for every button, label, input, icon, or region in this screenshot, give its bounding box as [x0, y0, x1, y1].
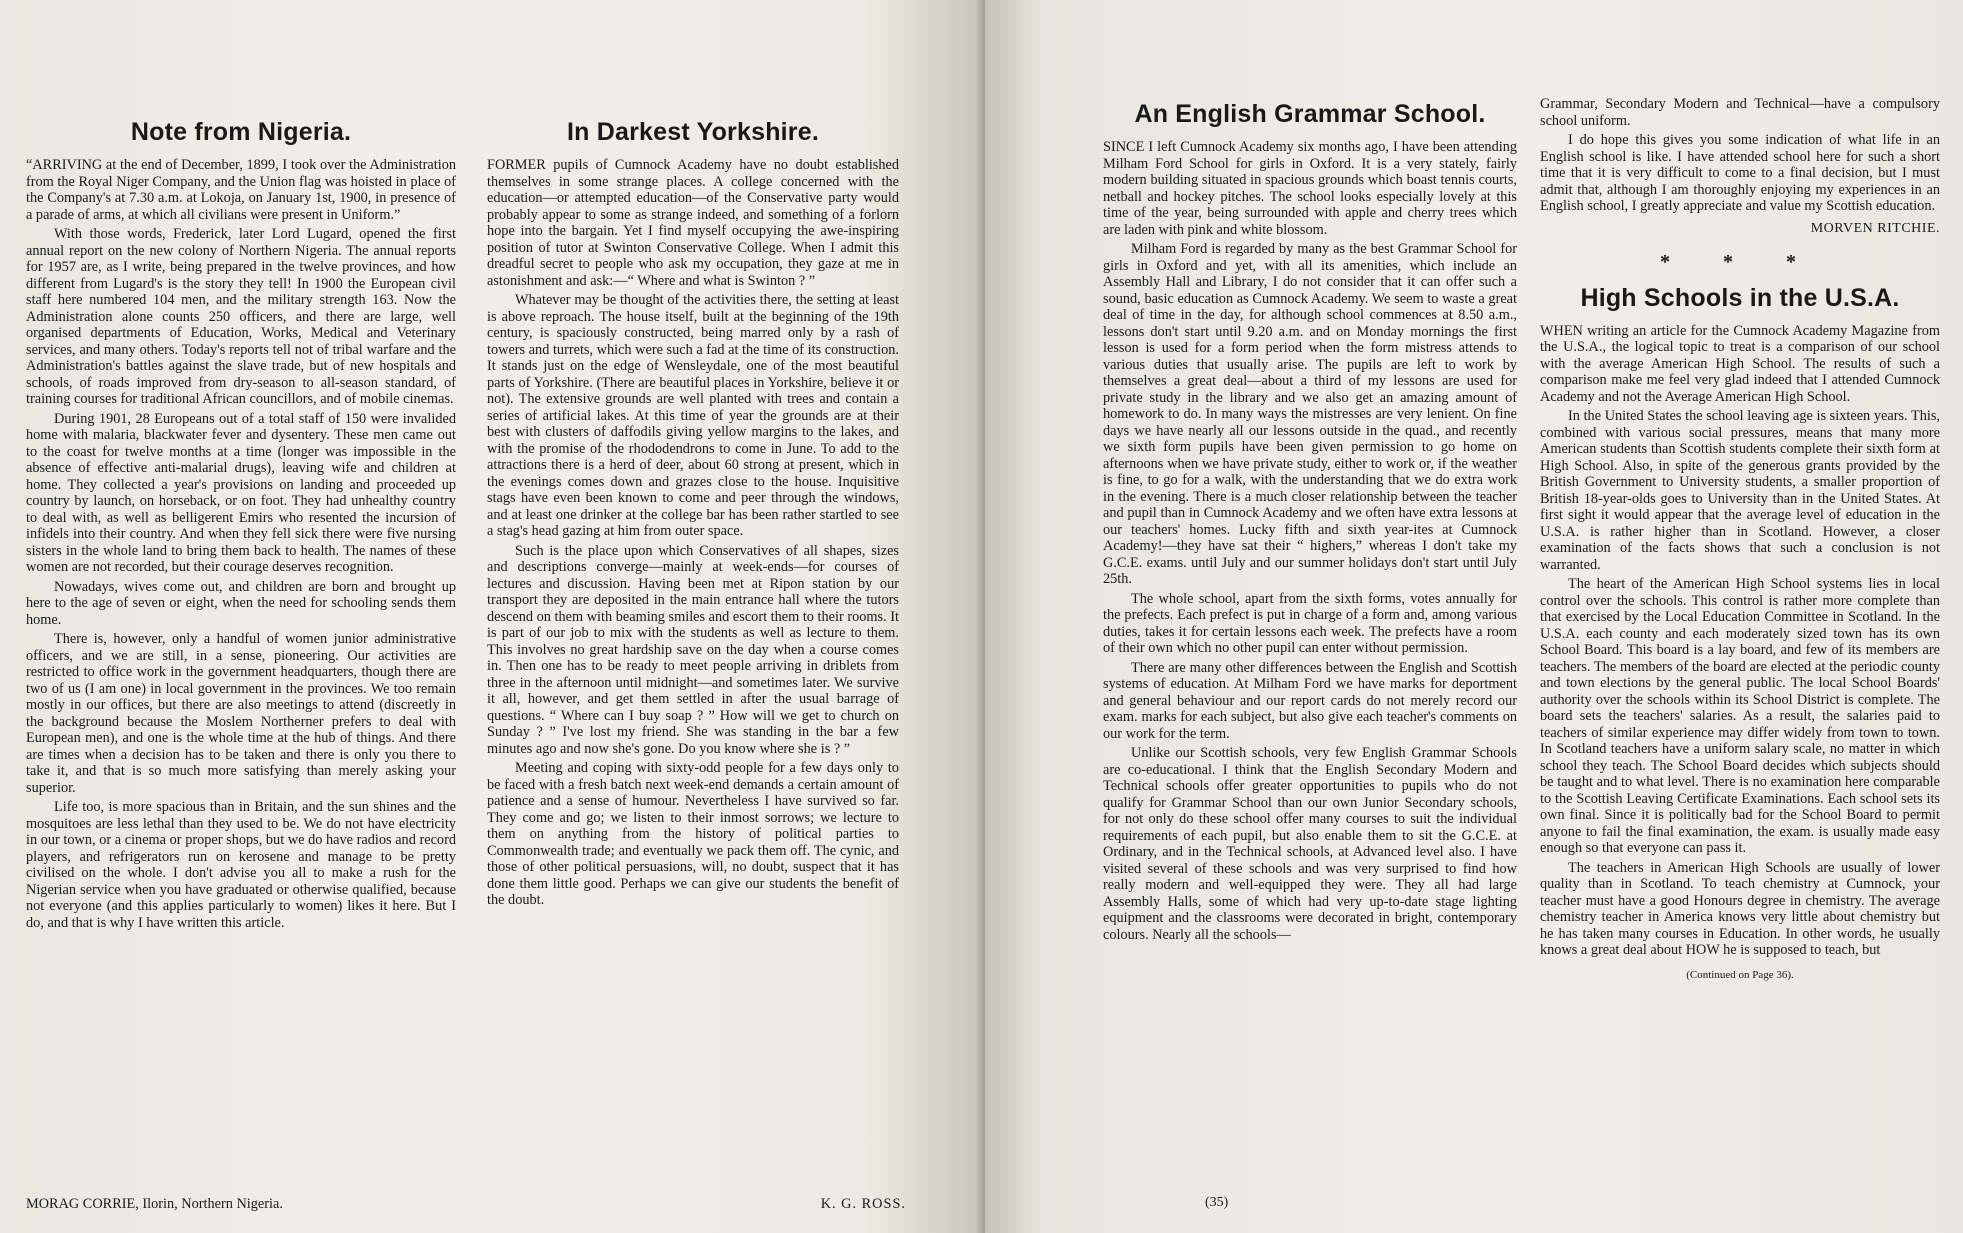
paragraph: There is, however, only a handful of women junior administrative officers, and we are still, in a sense, pioneering. Our activities are restricted to office work in the government headquarters, though there are two of us (I am one) in local government in the provinces. We too remain mostly in our offices, but there are also meetings to attend (discreetly in the background because the Moslem Northerner prefers to deal with European men), and one is the whole time at the hub of things. And there are times when a decision has to be taken and there is only you there to take it, and that is so much more satisfying than merely asking your superior.: [26, 631, 456, 796]
paragraph: There are many other differences between the English and Scottish systems of education. At Milham Ford we have marks for deportment and general behaviour and our report cards do not merely record our exam. marks for each subject, but also give each teacher's comments on our work for the term.: [1103, 659, 1517, 742]
paragraph: “ARRIVING at the end of December, 1899, I took over the Administration from the Royal Niger Company, and the Union flag was hoisted in place of the Company's at 7.30 a.m. at Lokoja, on January 1st, 1900, in presence of a parade of arms, at which all civilians were present in Uniform.”: [26, 157, 456, 223]
paragraph: Such is the place upon which Conservatives of all shapes, sizes and descriptions converge—mainly at week-ends—for courses of lectures and discussion. Having been met at Ripon station by our transport they are deposited in the main entrance hall where the tutors descend on them with beaming smiles and escort them to their rooms. It is part of our job to mix with the students as well as lecture to them. This involves no great hardship save on the day when a course comes in. Then one has to be ready to meet people arriving in driblets from three in the afternoon until midnight—and sometimes later. We survive it all, however, and get them settled in after the usual barrage of questions. “ Where can I buy soap ? ” How will we get to church on Sunday ? ” I've lost my friend. She was standing in the bar a few minutes ago and now she's gone. Do you know where she is ? ”: [487, 542, 899, 757]
paragraph: WHEN writing an article for the Cumnock Academy Magazine from the U.S.A., the logical topic to treat is a comparison of our school with the average American High School. The results of such a comparison make me feel very glad indeed that I attended Cumnock Academy and not the Average American High School.: [1540, 322, 1940, 405]
article-title-grammar-school: An English Grammar School.: [1134, 100, 1486, 128]
right-page: [985, 0, 1963, 1233]
paragraph: Unlike our Scottish schools, very few English Grammar Schools are co-educational. I think that the English Secondary Modern and Technical schools offer greater opportunities to pupils who do not qualify for Grammar School than our own Junior Secondary schools, for not only do these school offer many courses to suit the individual requirements of each pupil, but also enable them to sit the G.C.E. at Ordinary, and in the Technical schools, at Advanced level also. I have visited several of these schools and was very surprised to find how really modern and well-equipped they were. They all had large Assembly Halls, some of which had very up-to-date stage lighting equipment and the classrooms were decorated in bright, contemporary colours. Nearly all the schools—: [1103, 745, 1517, 943]
column-grammar-school: [1103, 90, 1517, 943]
author-signature-grammar-school: MORVEN RITCHIE.: [1810, 220, 1940, 236]
paragraph: Nowadays, wives come out, and children are born and brought up here to the age of seven or eight, when the need for schooling sends them home.: [26, 578, 456, 628]
paragraph: The heart of the American High School systems lies in local control over the schools. This control is rather more complete than that exercised by the Local Education Committee in Scotland. In the U.S.A. each county and each moderately sized town has its own School Board. This board is a lay board, and few of its members are teachers. The members of the board are elected at the periodic county and town elections by the general public. The local School Boards' authority over the schools within its School District is complete. The board sets the teachers' salaries. As a result, the salaries paid to teachers of similar experience may differ widely from town to town. In Scotland teachers have a uniform salary scale, no matter in which school they teach. The School Board decides which subjects should be taught and to what level. There is no examination here comparable to the Scottish Leaving Certificate Examinations. Each school sets its own final. Since it is politically bad for the School Board to permit anyone to fail the final examination, the exam. is usually made easy enough so that everyone can pass it.: [1540, 576, 1940, 856]
paragraph: During 1901, 28 Europeans out of a total staff of 150 were invalided home with malaria, blackwater fever and dysentery. These men came out to the coast for twelve months at a time (longer was impossible in the absence of effective anti-malarial drugs), leaving wife and children at home. They collected a year's provisions on landing and proceeded up country by launch, on horseback, or on foot. They had unhealthy country to deal with, as well as belligerent Emirs who resented the incursion of infidels into their country. And when they fell sick there were five nursing sisters in the whole land to bring them back to health. The names of these women are not recorded, but their courage deserves recognition.: [26, 410, 456, 575]
paragraph: Milham Ford is regarded by many as the best Grammar School for girls in Oxford and yet, with all its amenities, which include an Assembly Hall and Library, I do not consider that it can offer such a sound, basic education as Cumnock Academy. We seem to waste a great deal of time in the day, for although school commences at 8.50 a.m., lessons don't start until 9.20 a.m. and on Monday mornings the first lesson is used for a form period when the form mistress attends to various duties that usually arise. The pupils are left to work by themselves a great deal—about a third of my lessons are used for private study in the library and we also get an amazing amount of homework to do. In many ways the mistresses are very lenient. On fine days we have nearly all our lessons outside in the quad., and recently we sixth form pupils have been given permission to go home on afternoons when we have private study, either to work or, if the weather is fine, to go for a walk, with the understanding that we do extra work in the evening. There is a much closer relationship between the teacher and pupil than in Cumnock Academy and we often have extra lessons at our teachers' homes. Lucky fifth and sixth year-ites at Cumnock Academy!—they have sat their “ highers,” whereas I don't take my G.C.E. exams. until July and our summer holidays don't start until July 25th.: [1103, 241, 1517, 587]
section-divider-stars: * * *: [1660, 250, 1820, 273]
column-usa: [1540, 96, 1940, 981]
column-nigeria: [26, 108, 456, 931]
paragraph: In the United States the school leaving age is sixteen years. This, combined with various social pressures, means that many more American students than Scottish students complete their sixth form at High School. Also, in spite of the generous grants provided by the British Government to University students, a smaller proportion of British 18-year-olds goes to University than in the United States. At first sight it would appear that the average level of education in the U.S.A. is rather higher than in Scotland. However, a closer examination of the facts shows that such a conclusion is not warranted.: [1540, 408, 1940, 573]
paragraph: Meeting and coping with sixty-odd people for a few days only to be faced with a fresh batch next week-end demands a certain amount of patience and a sense of humour. Nevertheless I have survived so far. They come and go; we listen to their inmost sorrows; we lecture to them on anything from the history of political parties to Commonwealth trade; and eventually we pack them off. The cynic, and those of other political persuasions, will, no doubt, suspect that it has done them little good. Perhaps we can give our students the benefit of the doubt.: [487, 760, 899, 908]
author-signature-yorkshire: K. G. ROSS.: [820, 1196, 906, 1212]
article-title-yorkshire: In Darkest Yorkshire.: [566, 118, 819, 146]
article-title-nigeria: Note from Nigeria.: [130, 118, 352, 146]
page-number: (35): [1205, 1195, 1229, 1210]
paragraph: With those words, Frederick, later Lord Lugard, opened the first annual report on the new colony of Northern Nigeria. The annual reports for 1957 are, as I write, being prepared in the twelve provinces, and how different from Lugard's is the story they tell! In 1900 the European civil staff here numbered 104 men, and the military strength 163. Now the Administration alone counts 250 officers, and there are large, well organised departments of Education, Works, Medical and Veterinary services, and many others. Today's reports tell not of tribal warfare and the Administration's battles against the slave trade, but of new hospitals and schools, of roads improved from dry-season to all-season standard, of training courses for traditional African councillors, and of mobile cinemas.: [26, 226, 456, 407]
paragraph: The teachers in American High Schools are usually of lower quality than in Scotland. To teach chemistry at Cumnock, your teacher must have a good Honours degree in chemistry. The average chemistry teacher in America knows very little about chemistry but he has taken many courses in Education. In other words, he usually knows a great deal about HOW he is supposed to teach, but: [1540, 859, 1940, 958]
paragraph: FORMER pupils of Cumnock Academy have no doubt established themselves in some strange places. A college concerned with the education—or attempted education—of the Conservative party would probably appear to some as strange indeed, and something of a forlorn hope into the bargain. Yet I find myself occupying the awe-inspiring position of tutor at Swinton Conservative College. When I admit this dreadful secret to people who ask my occupation, they gaze at me in astonishment and ask:—“ Where and what is Swinton ? ”: [487, 157, 899, 289]
paragraph: I do hope this gives you some indication of what life in an English school is like. I have attended school here for such a short time that it is very difficult to come to a final decision, but I must admit that, although I am thoroughly enjoying my experiences in an English school, I greatly appreciate and value my Scottish education.: [1540, 132, 1940, 214]
column-yorkshire: [487, 108, 899, 909]
left-page-footer: [26, 1196, 906, 1213]
paragraph: The whole school, apart from the sixth forms, votes annually for the prefects. Each prefect is put in charge of a form and, among various duties, takes it for certain lessons each week. The prefects have a room of their own which no other pupil can enter without permission.: [1103, 590, 1517, 656]
paragraph: Whatever may be thought of the activities there, the setting at least is above reproach. The house itself, built at the beginning of the 19th century, is spaciously constructed, being marred only by a rash of towers and turrets, which were such a fad at the time of its construction. It stands just on the edge of Wensleydale, one of the most beautiful parts of Yorkshire. (There are beautiful places in Yorkshire, believe it or not). The extensive grounds are well planted with trees and contain a series of artificial lakes. At this time of year the grounds are at their best with clusters of daffodils giving yellow margins to the lakes, and with the promise of the rhododendrons to come in June. To add to the attractions there is a herd of deer, about 60 strong at present, which in the evenings comes down and grazes close to the house. Inquisitive stags have even been known to come and peer through the windows, and at least one drinker at the college bar has been rather startled to see a stag's head gazing at him from outer space.: [487, 292, 899, 539]
continued-note: (Continued on Page 36).: [1686, 968, 1794, 981]
paragraph: Life too, is more spacious than in Britain, and the sun shines and the mosquitoes are less lethal than they used to be. We do not have electricity in our town, or a cinema or proper shops, but we do have radios and record players, and refrigerators run on kerosene and manage to be pretty civilised on the whole. I don't advise you all to make a rush for the Nigerian service when you have graduated or otherwise qualified, because not everyone (and this applies particularly to women) likes it here. But I do, and that is why I have written this article.: [26, 799, 456, 931]
article-title-usa: High Schools in the U.S.A.: [1580, 283, 1900, 312]
author-signature-nigeria: MORAG CORRIE, Ilorin, Northern Nigeria.: [26, 1196, 283, 1212]
paragraph: Grammar, Secondary Modern and Technical—have a compulsory school uniform.: [1540, 96, 1940, 129]
paragraph: SINCE I left Cumnock Academy six months ago, I have been attending Milham Ford School for girls in Oxford. It is a very stately, fairly modern building situated in spacious grounds which boast tennis courts, netball and hockey pitches. The school looks especially lovely at this time of the year, being surrounded with apple and cherry trees which are laden with pink and white blossom.: [1103, 139, 1517, 238]
